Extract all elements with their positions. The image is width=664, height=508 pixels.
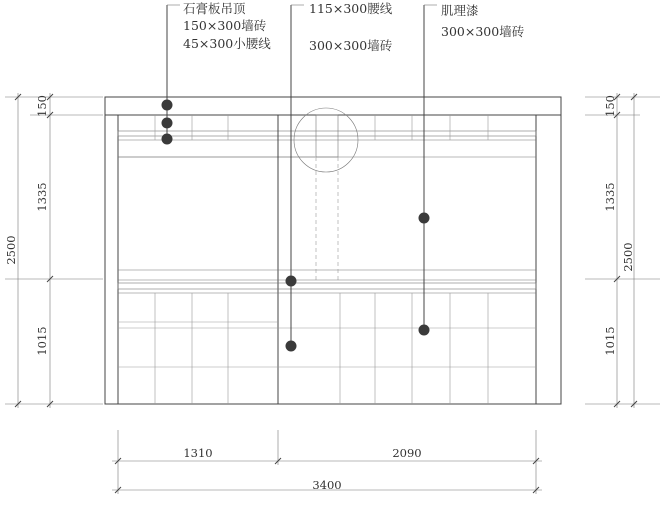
dim-left-lower: 1015: [35, 326, 49, 356]
dim-bottom-left: 1310: [183, 446, 213, 460]
label-waist-115: 115×300腰线: [309, 1, 393, 16]
callout-labels: [183, 1, 525, 53]
dim-right-lower: 1015: [603, 326, 617, 356]
label-texture-paint: 肌理漆: [441, 3, 479, 18]
label-ceiling: 石膏板吊顶: [183, 1, 246, 16]
waist-band-fill: [118, 283, 536, 289]
dim-right-upper: 1335: [603, 182, 617, 212]
dim-bottom-total: 3400: [312, 478, 342, 492]
left-wall-hatch: [105, 115, 118, 404]
waist-band: [118, 280, 536, 293]
dim-left-upper: 1335: [35, 182, 49, 212]
marker-tile-300-right: [419, 325, 430, 336]
marker-texture-paint: [419, 213, 430, 224]
marker-ceiling: [162, 100, 173, 111]
callout-markers: [162, 100, 430, 352]
upper-zone: [118, 108, 536, 404]
right-dimensions: [585, 93, 660, 408]
ceiling-slab-hatch: [105, 97, 561, 115]
dim-left-top: 150: [35, 95, 49, 117]
left-dimensions: [4, 93, 103, 408]
label-tile-150: 150×300墙砖: [183, 18, 267, 33]
label-tile-300-mid: 300×300墙砖: [309, 38, 393, 53]
marker-small-waist: [162, 134, 173, 145]
dim-left-total: 2500: [4, 235, 18, 265]
marker-tile-300-mid: [286, 341, 297, 352]
elevation-outline: [105, 97, 561, 404]
leader-lines: [167, 5, 437, 346]
label-tile-300-right: 300×300墙砖: [441, 24, 525, 39]
marker-waist-115: [286, 276, 297, 287]
wall-frame: [105, 97, 561, 404]
dim-right-total: 2500: [621, 242, 635, 272]
dim-right-top: 150: [603, 95, 617, 117]
marker-tile-150: [162, 118, 173, 129]
right-wall-hatch: [536, 115, 561, 404]
label-small-waist: 45×300小腰线: [183, 36, 271, 51]
bottom-dimensions: [112, 430, 542, 494]
dim-bottom-right: 2090: [392, 446, 422, 460]
ceiling-band: [118, 131, 536, 136]
lower-zone: [118, 293, 536, 404]
